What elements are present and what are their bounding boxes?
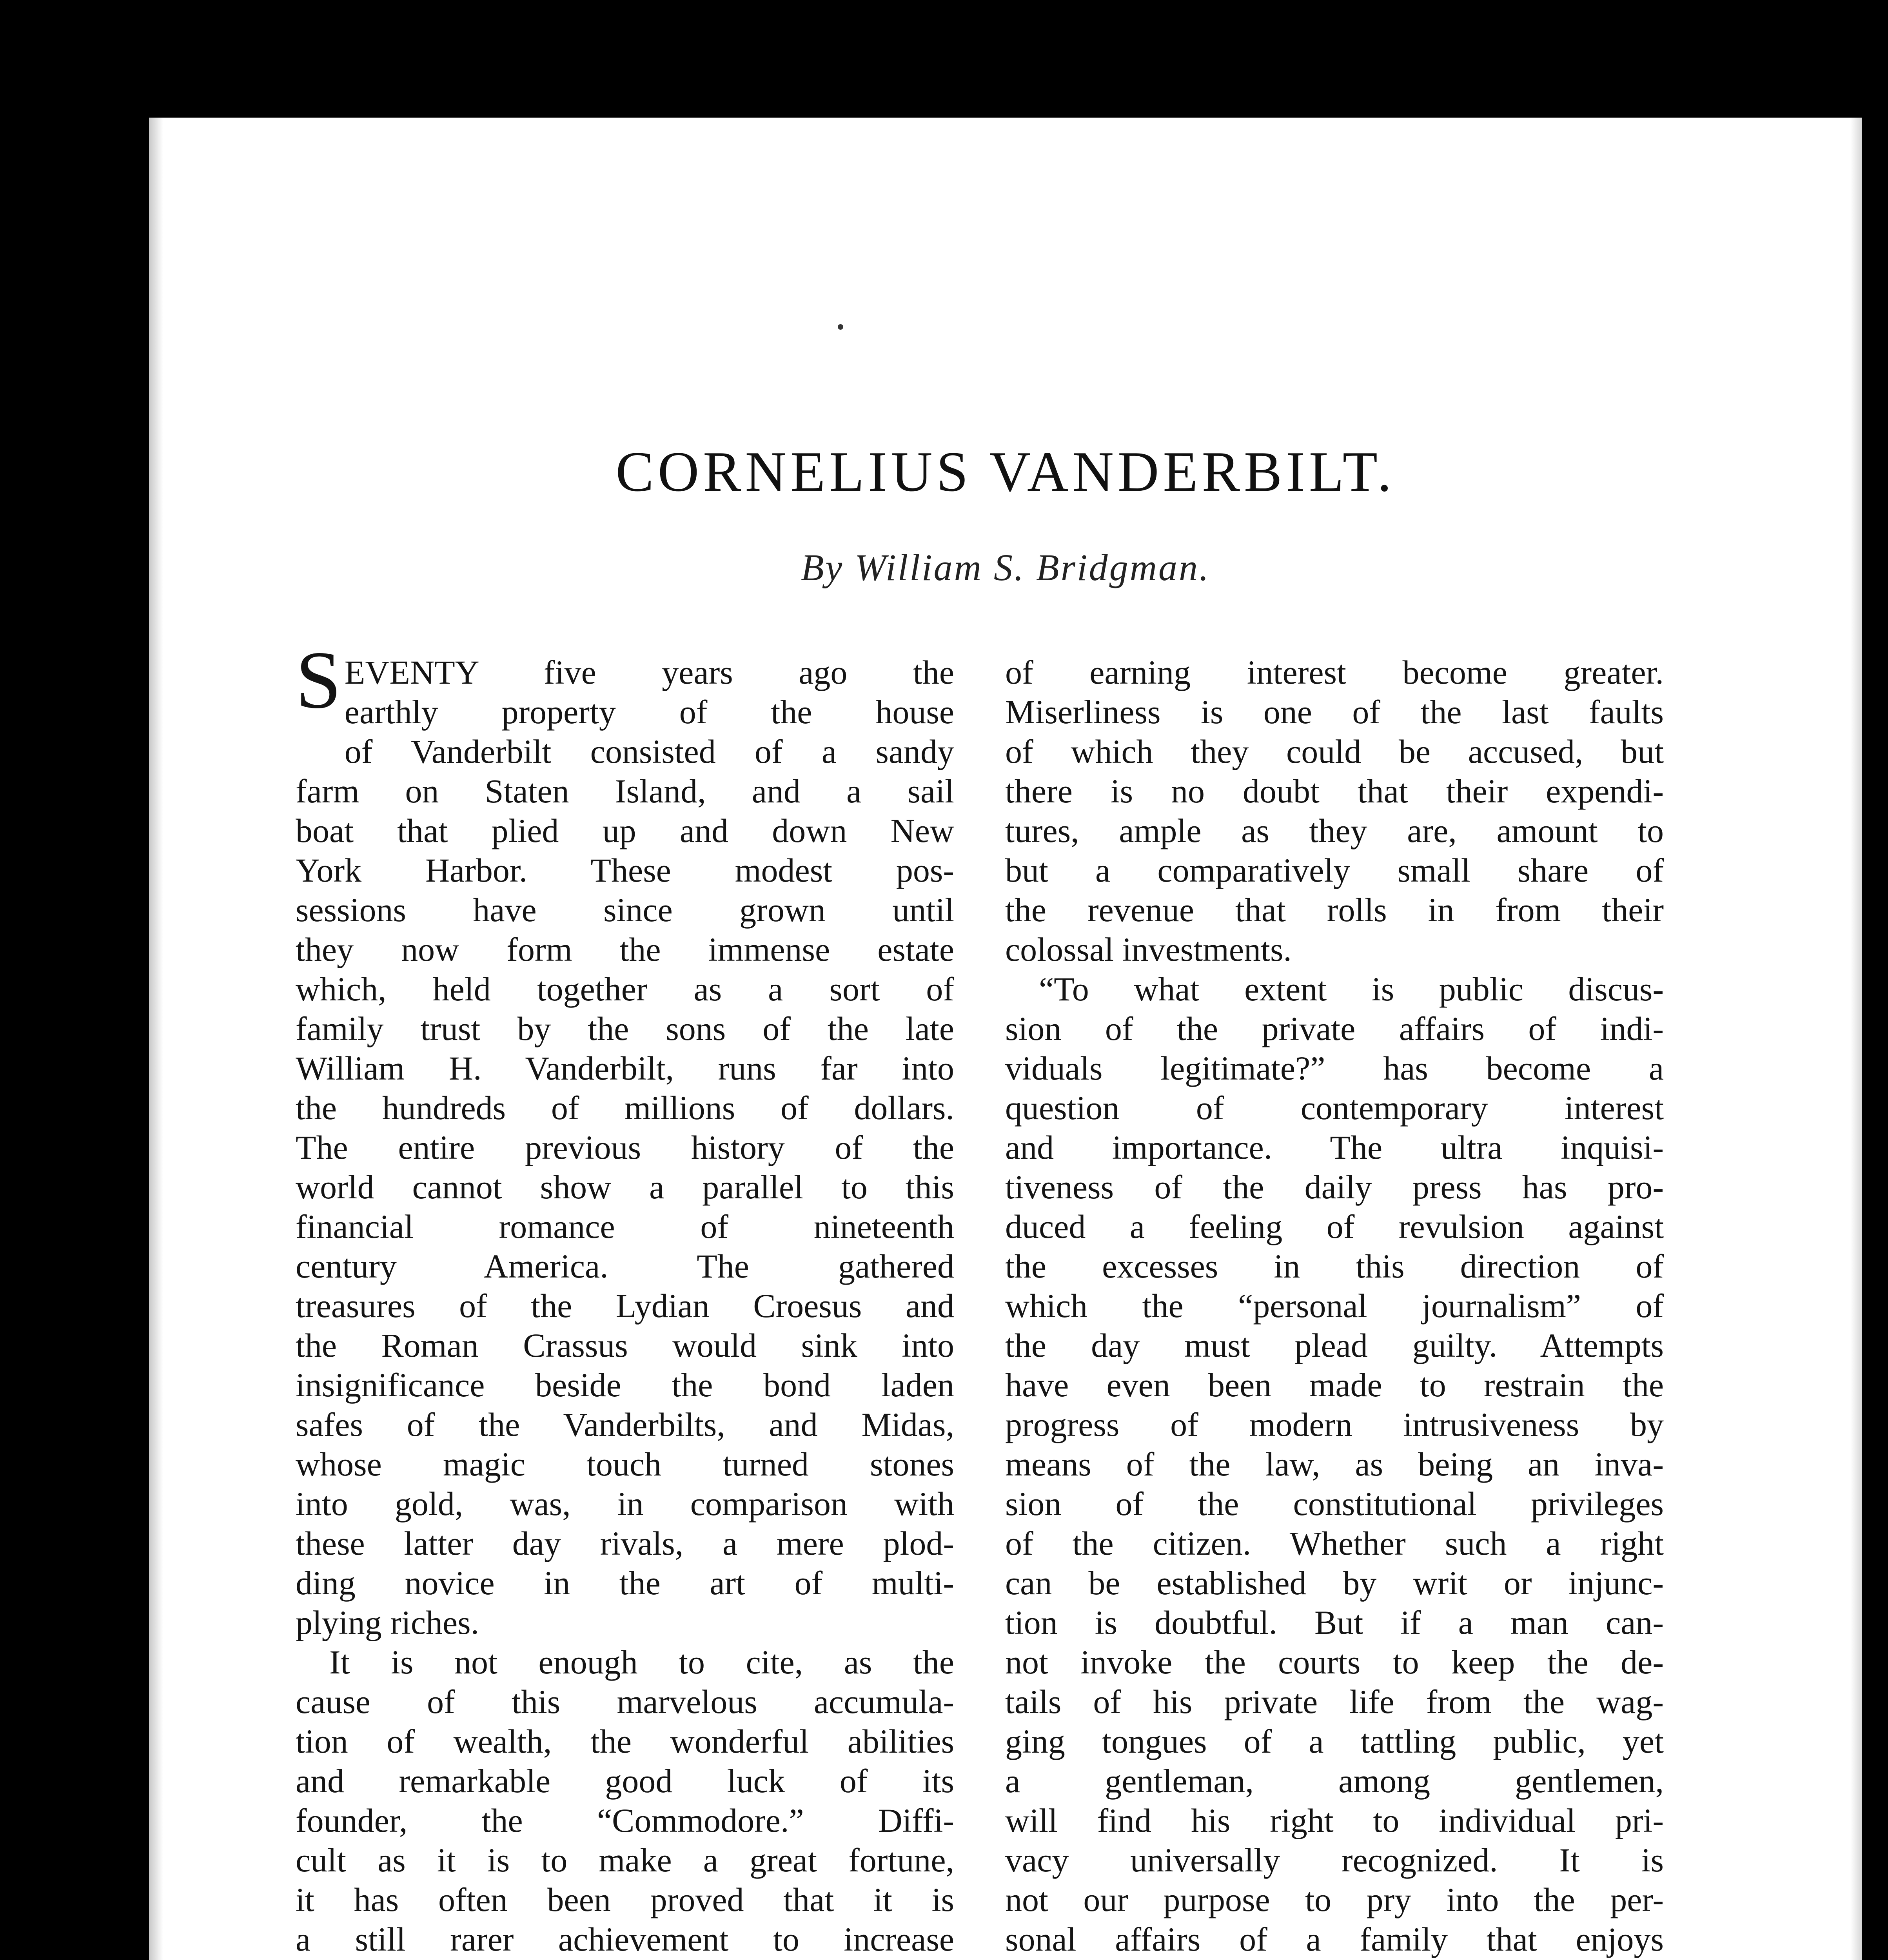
paragraph-start-line: It is not enough to cite, as the (329, 1643, 954, 1681)
text-line: the Roman Crassus would sink into (296, 1327, 954, 1364)
text-line: sion of the constitutional privileges (1005, 1485, 1664, 1523)
text-line: vacy universally recognized. It is (1005, 1841, 1664, 1879)
text-line: of the citizen. Whether such a right (1005, 1524, 1664, 1562)
text-line: means of the law, as being an inva- (1005, 1445, 1664, 1483)
article-title: CORNELIUS VANDERBILT. (615, 440, 1396, 503)
text-line: duced a feeling of revulsion against (1005, 1208, 1664, 1245)
left-column (296, 635, 954, 1960)
text-line: which the “personal journalism” of (1005, 1287, 1664, 1325)
text-line: ging tongues of a tattling public, yet (1005, 1722, 1664, 1760)
text-line: the hundreds of millions of dollars. (296, 1089, 954, 1127)
text-line: tion of wealth, the wonderful abilities (296, 1722, 954, 1760)
text-line: not our purpose to pry into the per- (1005, 1881, 1664, 1918)
text-line: of Vanderbilt consisted of a sandy (344, 733, 954, 770)
text-line: tion is doubtful. But if a man can- (1005, 1604, 1664, 1641)
text-line: farm on Staten Island, and a sail (296, 772, 954, 810)
text-line: but a comparatively small share of (1005, 851, 1664, 889)
text-line: sion of the private affairs of indi- (1005, 1010, 1664, 1047)
magazine-page (149, 118, 1862, 1960)
page-gutter-shadow (149, 118, 163, 1960)
right-column (1005, 653, 1664, 1960)
text-line: and remarkable good luck of its (296, 1762, 954, 1800)
text-line: world cannot show a parallel to this (296, 1168, 954, 1206)
paragraph-end-line: plying riches. (296, 1604, 479, 1641)
text-line: a gentleman, among gentlemen, (1005, 1762, 1664, 1800)
paragraph-start-line: “To what extent is public discus- (1039, 970, 1664, 1008)
text-line: they now form the immense estate (296, 931, 954, 968)
print-speck (838, 324, 843, 330)
text-line: The entire previous history of the (296, 1129, 954, 1166)
text-line: and importance. The ultra inquisi- (1005, 1129, 1664, 1166)
text-line: of which they could be accused, but (1005, 733, 1664, 770)
text-line: cult as it is to make a great fortune, (296, 1841, 954, 1879)
text-line: can be established by writ or injunc- (1005, 1564, 1664, 1602)
text-line: cause of this marvelous accumula- (296, 1683, 954, 1720)
text-line: boat that plied up and down New (296, 812, 954, 849)
text-line: will find his right to individual pri- (1005, 1802, 1664, 1839)
text-line: of earning interest become greater. (1005, 653, 1664, 691)
text-line: which, held together as a sort of (296, 970, 954, 1008)
text-line: financial romance of nineteenth (296, 1208, 954, 1245)
text-line: ding novice in the art of multi- (296, 1564, 954, 1602)
text-line: York Harbor. These modest pos- (296, 851, 954, 889)
text-line: not invoke the courts to keep the de- (1005, 1643, 1664, 1681)
text-line: it has often been proved that it is (296, 1881, 954, 1918)
text-line: the revenue that rolls in from their (1005, 891, 1664, 929)
text-line: EVENTY five years ago the (344, 653, 954, 691)
article-byline: By William S. Bridgman. (801, 546, 1210, 588)
text-line: these latter day rivals, a mere plod- (296, 1524, 954, 1562)
text-line: William H. Vanderbilt, runs far into (296, 1049, 954, 1087)
text-line: earthly property of the house (344, 693, 954, 731)
text-line: the excesses in this direction of (1005, 1247, 1664, 1285)
text-line: founder, the “Commodore.” Diffi- (296, 1802, 954, 1839)
text-line: there is no doubt that their expendi- (1005, 772, 1664, 810)
text-line: tails of his private life from the wag- (1005, 1683, 1664, 1720)
page-edge-shadow (1850, 118, 1862, 1960)
text-line: tiveness of the daily press has pro- (1005, 1168, 1664, 1206)
text-line: insignificance beside the bond laden (296, 1366, 954, 1404)
text-line: the day must plead guilty. Attempts (1005, 1327, 1664, 1364)
drop-cap: S (296, 635, 341, 726)
text-line: whose magic touch turned stones (296, 1445, 954, 1483)
paragraph-end-line: colossal investments. (1005, 931, 1292, 968)
text-line: question of contemporary interest (1005, 1089, 1664, 1127)
text-line: family trust by the sons of the late (296, 1010, 954, 1047)
text-line: century America. The gathered (296, 1247, 954, 1285)
text-line: into gold, was, in comparison with (296, 1485, 954, 1523)
text-line: sonal affairs of a family that enjoys (1005, 1920, 1664, 1958)
text-line: safes of the Vanderbilts, and Midas, (296, 1406, 954, 1443)
text-line: viduals legitimate?” has become a (1005, 1049, 1664, 1087)
text-line: tures, ample as they are, amount to (1005, 812, 1664, 849)
text-line: progress of modern intrusiveness by (1005, 1406, 1664, 1443)
text-line: sessions have since grown until (296, 891, 954, 929)
text-line: a still rarer achievement to increase (296, 1920, 954, 1958)
text-line: have even been made to restrain the (1005, 1366, 1664, 1404)
text-line: treasures of the Lydian Croesus and (296, 1287, 954, 1325)
text-line: Miserliness is one of the last faults (1005, 693, 1664, 731)
